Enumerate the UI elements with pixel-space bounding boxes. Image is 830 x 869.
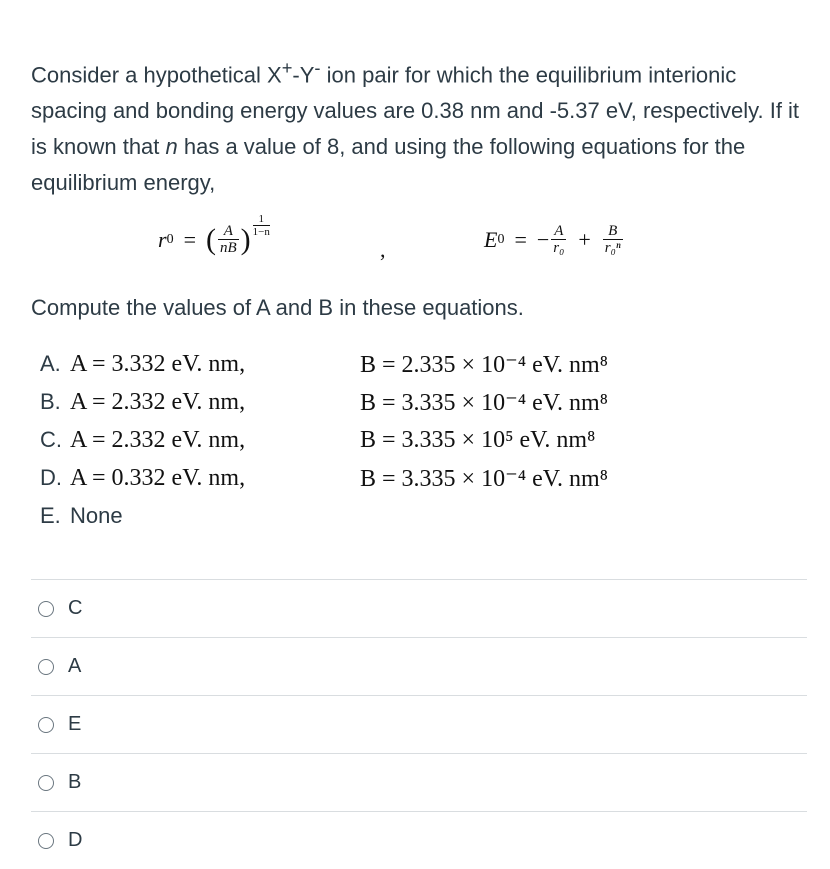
option-a-value: A = 2.332 eV. nm, xyxy=(70,426,246,453)
option-b-value: B = 3.335 × 10⁻⁴ eV. nm⁸ xyxy=(360,465,609,492)
option-line xyxy=(40,383,608,421)
option-none-value: None xyxy=(70,503,123,528)
option-letter: D. xyxy=(40,465,62,490)
answer-label: E xyxy=(68,713,82,735)
option-b-value: B = 2.335 × 10⁻⁴ eV. nm⁸ xyxy=(360,351,609,378)
equation-e0: E 0 = − $\frac{A}{\text{r₀}}$ + $\frac{B}{\text{r₀ⁿ}}$ xyxy=(484,223,621,256)
option-letter: C. xyxy=(40,427,62,452)
option-b-value: B = 3.335 × 10⁻⁴ eV. nm⁸ xyxy=(360,389,609,416)
option-letter: E. xyxy=(40,503,61,528)
radio-button[interactable] xyxy=(38,717,54,733)
radio-button[interactable] xyxy=(38,833,54,849)
answer-label: D xyxy=(68,829,83,851)
option-letter: A. xyxy=(40,351,61,376)
answer-label: A xyxy=(68,655,82,677)
option-a-value: A = 0.332 eV. nm, xyxy=(70,464,246,491)
compute-instruction: Compute the values of A and B in these equations. xyxy=(31,295,524,320)
equation-separator: , xyxy=(380,237,386,262)
radio-button[interactable] xyxy=(38,775,54,791)
option-a-value: A = 3.332 eV. nm, xyxy=(70,350,246,377)
question-text: Consider a hypothetical X+-Y- ion pair for which the equilibrium interionic spacing and bonding energy values are 0.38 nm and -5.37 eV, respectively. If it is known that n has a value of 8, and using the following equations for the equilibrium energy, xyxy=(31,57,800,196)
answer-choice-b[interactable] xyxy=(31,753,807,811)
option-line xyxy=(40,421,608,459)
radio-button[interactable] xyxy=(38,601,54,617)
option-line xyxy=(40,459,608,497)
equation-r0: r 0 = ( $\frac{A}{nB}$ ) 1 1−n xyxy=(158,213,270,256)
answer-label: C xyxy=(68,597,83,619)
option-letter: B. xyxy=(40,389,61,414)
answer-choice-e[interactable] xyxy=(31,695,807,753)
radio-button[interactable] xyxy=(38,659,54,675)
equations xyxy=(0,205,830,295)
answer-label: B xyxy=(68,771,82,793)
option-a-value: A = 2.332 eV. nm, xyxy=(70,388,246,415)
option-list xyxy=(40,345,608,535)
answer-choice-a[interactable] xyxy=(31,637,807,695)
option-line xyxy=(40,497,608,535)
answer-choices xyxy=(31,579,807,869)
option-b-value: B = 3.335 × 10⁵ eV. nm⁸ xyxy=(360,426,596,453)
answer-choice-c[interactable] xyxy=(31,579,807,637)
option-line xyxy=(40,345,608,383)
answer-choice-d[interactable] xyxy=(31,811,807,869)
